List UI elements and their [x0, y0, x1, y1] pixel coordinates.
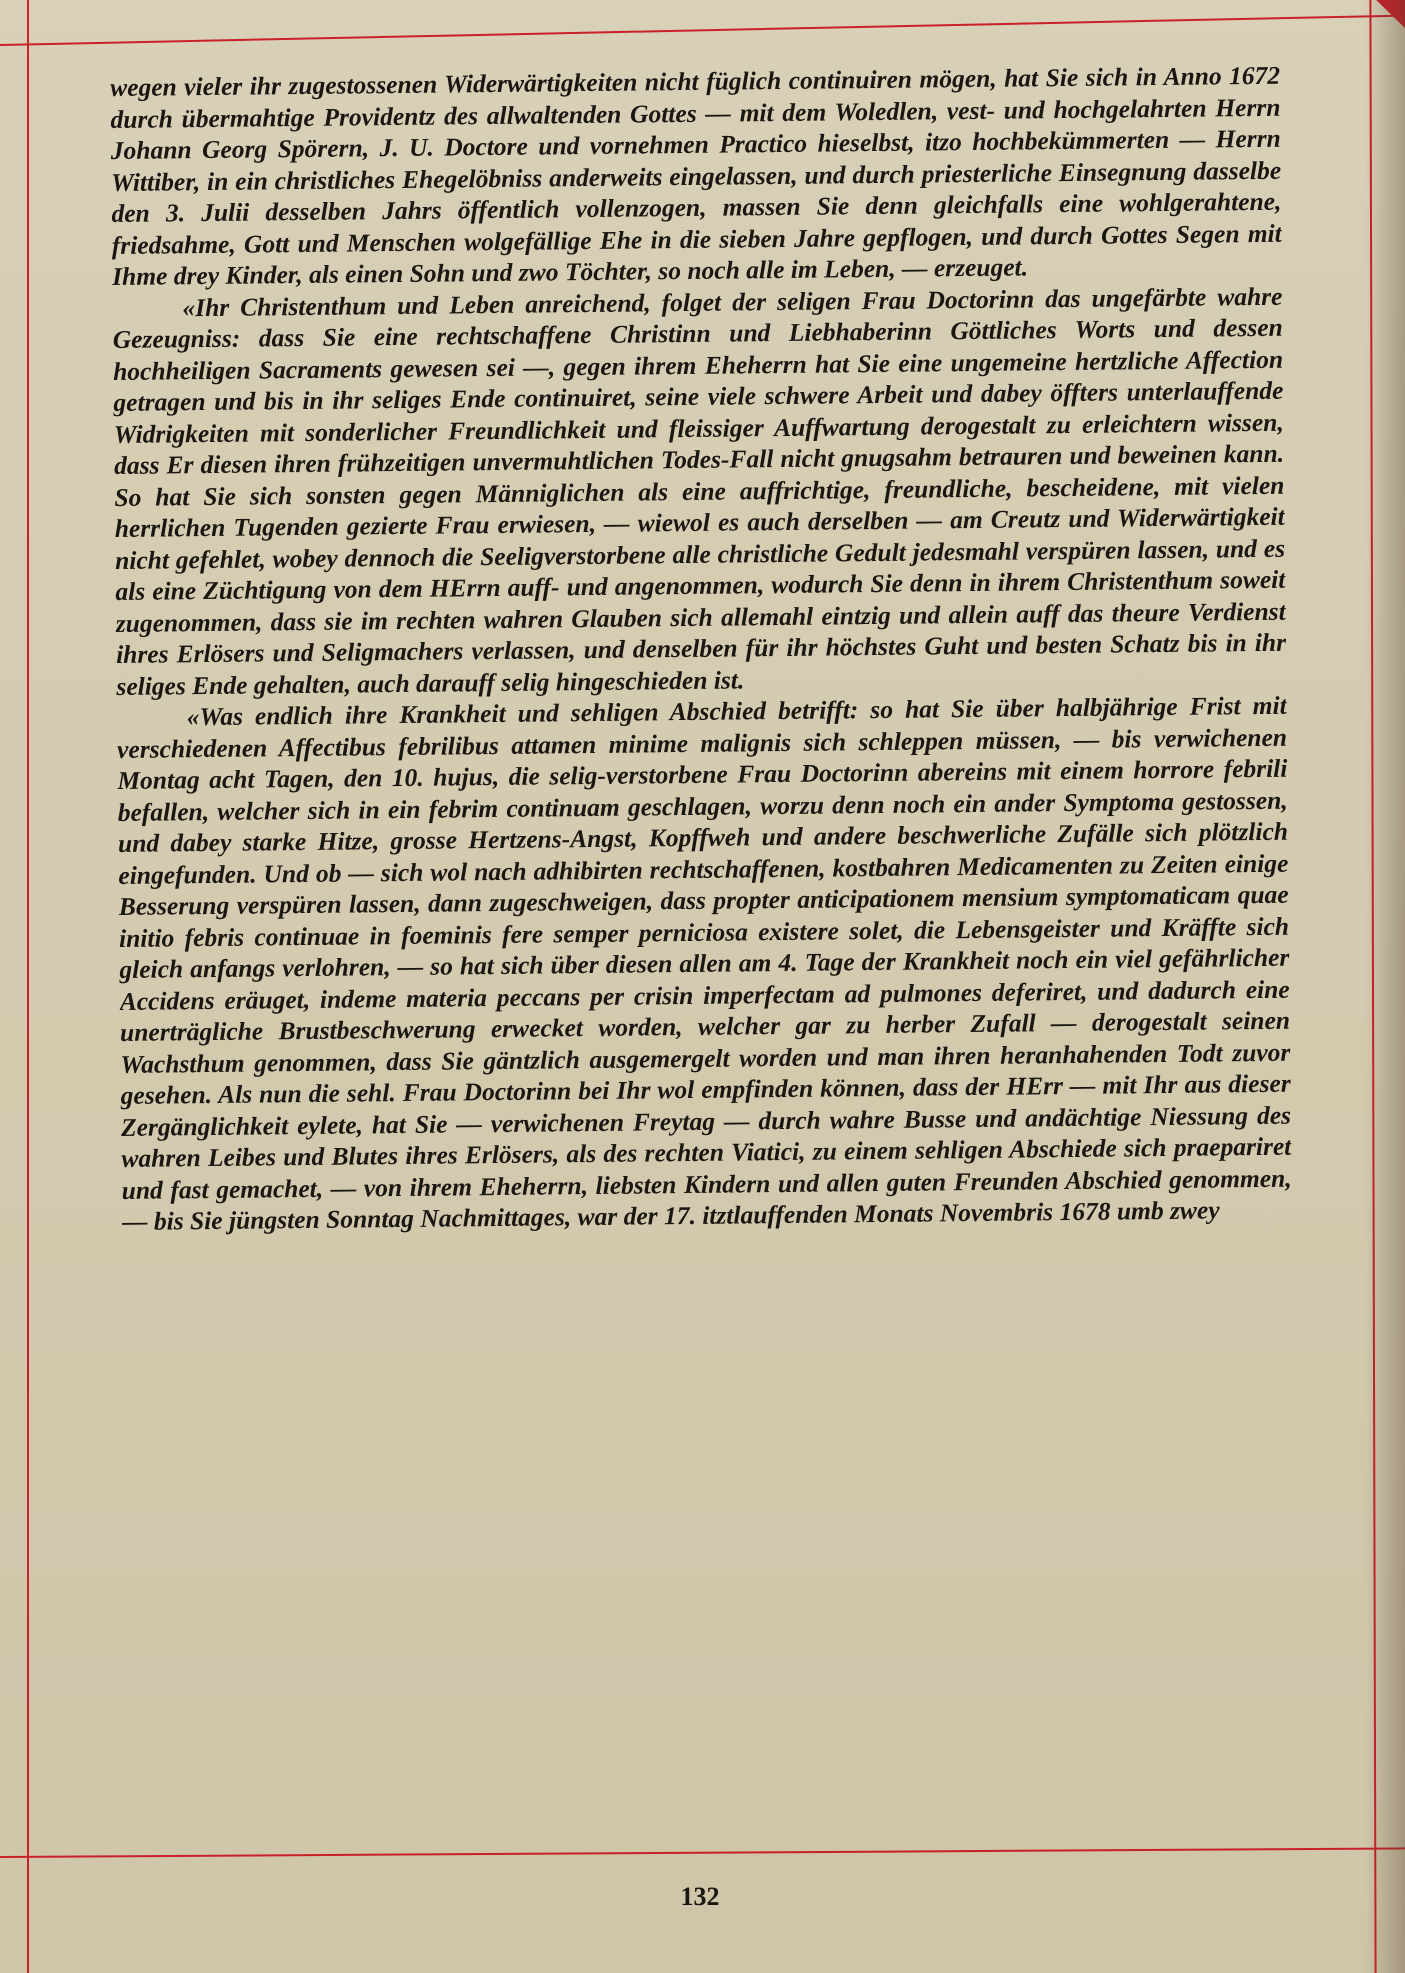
left-border-rule: [27, 0, 29, 1973]
body-text: [110, 60, 1297, 1712]
binding-shadow: [1365, 0, 1405, 1973]
top-border-rule: [0, 15, 1405, 46]
bottom-border-rule: [0, 1847, 1405, 1858]
paragraph-3: «Was endlich ihre Krankheit und sehligen Abschied betrifft: so hat Sie über halbjährige Frist mit verschiedenen Affectibus febrilibus attamen minime malignis sich schleppen müssen, — bis verwichenen Montag acht Tagen, den 10. hujus, die selig-verstorbene Frau Doctorinn abereins mit einem horrore febrili befallen, welcher sich in ein febrim continuam geschlagen, worzu denn noch ein ander Symptoma gestossen, und dabey starke Hitze, grosse Hertzens-Angst, Kopffweh und andere beschwerliche Zufälle sich plötzlich eingefunden. Und ob — sich wol nach adhibirten rechtschaffenen, kostbahren Medicamenten zu Zeiten einige Besserung verspüren lassen, dann zugeschweigen, dass propter anticipationem mensium symptomaticam quae initio febris continuae in foeminis fere semper perniciosa existere solet, die Lebensgeister und Kräffte sich gleich anfangs verlohren, — so hat sich über diesen allen am 4. Tage der Krankheit noch ein viel gefährlicher Accidens eräuget, indeme materia peccans per crisin imperfectam ad pulmones deferiret, und dadurch eine unerträgliche Brustbeschwerung erwecket worden, welcher gar zu herber Zufall — derogestalt seinen Wachsthum genommen, dass Sie gäntzlich ausgemergelt worden und man ihren heranhahenden Todt zuvor gesehen. Als nun die sehl. Frau Doctorinn bei Ihr wol empfinden können, dass der HErr — mit Ihr aus dieser Zergänglichkeit eylete, hat Sie — verwichenen Freytag — durch wahre Busse und andächtige Niessung des wahren Leibes und Blutes ihres Erlösers, als des rechten Viatici, zu einem sehligen Abschiede sich praepariret und fast gemachet, — von ihrem Eheherrn, liebsten Kindern und allen guten Freunden Abschied genommen, — bis Sie jüngsten Sonntag Nachmittages, war der 17. itztlauffenden Monats Novembris 1678 umb zwey: [116, 690, 1292, 1236]
paragraph-2: «Ihr Christenthum und Leben anreichend, folget der seligen Frau Doctorinn das ungefärbte wahre Gezeugniss: dass Sie eine rechtschaffene Christinn und Liebhaberinn Göttliches Worts und dessen hochheiligen Sacraments gewesen sei —, gegen ihrem Eheherrn hat Sie eine ungemeine hertzliche Affection getragen und bis in ihr seliges Ende continuiret, seine viele schwere Arbeit und dabey öffters unterlauffende Widrigkeiten mit sonderlicher Freundlichkeit und fleissiger Auffwartung derogestalt zu erleichtern wissen, dass Er diesen ihren frühzeitigen unvermuhtlichen Todes-Fall nicht gnugsahm betrauren und beweinen kann. So hat Sie sich sonsten gegen Männiglichen als eine auffrichtige, freundliche, bescheidene, mit vielen herrlichen Tugenden gezierte Frau erwiesen, — wiewol es auch derselben — am Creutz und Widerwärtigkeit nicht gefehlet, wobey dennoch die Seeligverstorbene alle christliche Gedult jedesmahl verspüren lassen, und es als eine Züchtigung von dem HErrn auff- und angenommen, wodurch Sie denn in ihrem Christenthum soweit zugenommen, dass sie im rechten wahren Glauben sich allemahl eintzig und allein auff das theure Verdienst ihres Erlösers und Seligmachers verlassen, und denselben für ihr höchstes Guht und besten Schatz bis in ihr seliges Ende gehalten, auch darauff selig hingeschieden ist.: [112, 281, 1287, 701]
paragraph-1: wegen vieler ihr zugestossenen Widerwärtigkeiten nicht füglich continuiren mögen, hat Sie sich in Anno 1672 durch übermahtige Providentz des allwaltenden Gottes — mit dem Woledlen, vest- und hochgelahrten Herrn Johann Georg Spörern, J. U. Doctore und vornehmen Practico hieselbst, itzo hochbekümmerten — Herrn Wittiber, in ein christliches Ehegelöbniss anderweits eingelassen, und durch priesterliche Einsegnung dasselbe den 3. Julii desselben Jahrs öffentlich vollenzogen, massen Sie denn gleichfalls eine wohlgerahtene, friedsahme, Gott und Menschen wolgefällige Ehe in die sieben Jahre gepflogen, und durch Gottes Segen mit Ihme drey Kinder, als einen Sohn und zwo Töchter, so noch alle im Leben, — erzeuget.: [110, 60, 1282, 291]
page-number: 132: [680, 1882, 720, 1911]
